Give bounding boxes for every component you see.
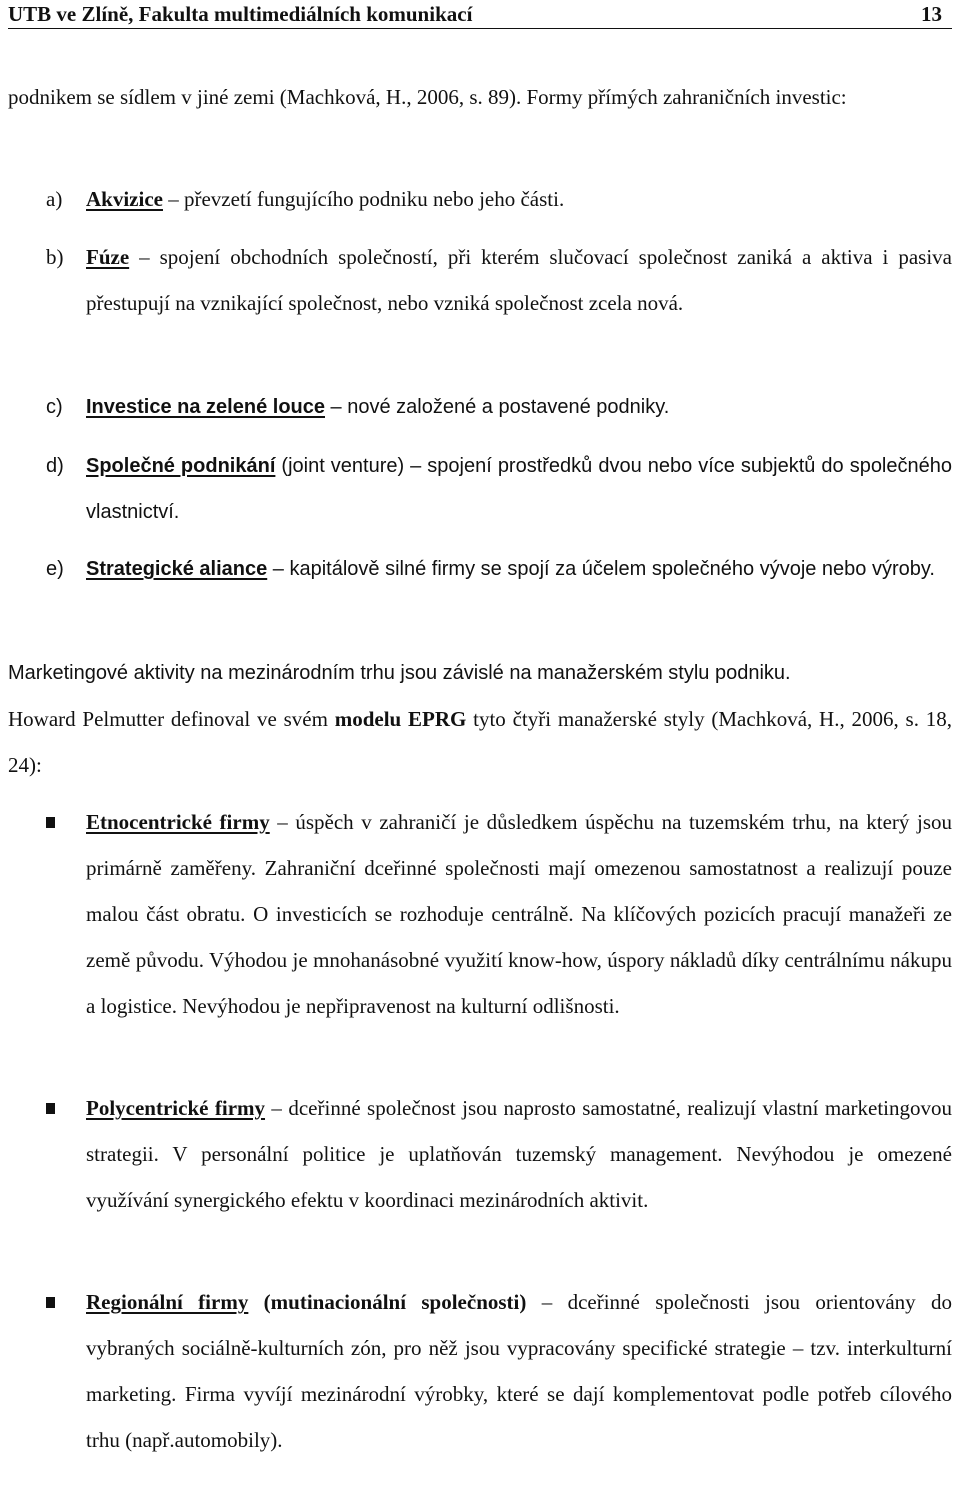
- list-item-d: [46, 443, 952, 535]
- style-description: – úspěch v zahraničí je důsledkem úspěchu na tuzemském trhu, na který jsou primárně zaměřeny. Zahraniční dceřinné společnosti mají omezenou samostatnost a realizují pouze malou část obratu. O investicích se rozhoduje centrálně. Na klíčových pozicích pracují manažeři ze země původu. Výhodou je mnohanásobné využití know-how, úspory nákladů díky centrálnímu nákupu a logistice. Nevýhodou je nepřipravenost na kulturní odlišnosti.: [86, 810, 952, 1018]
- term: Fúze: [86, 245, 130, 269]
- style-term-extra: (mutinacionální společnosti): [248, 1290, 527, 1314]
- style-term: Polycentrické firmy: [86, 1096, 266, 1120]
- page-number: 13: [921, 2, 942, 26]
- definition: – převzetí fungujícího podniku nebo jeho části.: [162, 187, 565, 211]
- definition: – nové založené a postavené podniky.: [325, 396, 670, 418]
- term: Investice na zelené louce: [86, 396, 325, 418]
- list-item-c: [46, 384, 952, 430]
- list-item-b: [46, 234, 952, 326]
- term: Strategické aliance: [86, 558, 268, 580]
- page-header: [8, 0, 952, 29]
- list-marker: c): [46, 396, 63, 418]
- definition: – spojení obchodních společností, při kterém slučovací společnost zaniká a aktiva i pasiva přestupují na vznikající společnost, nebo vzniká společnost zcela nová.: [86, 245, 952, 315]
- term: Akvizice: [86, 187, 163, 211]
- definition: – kapitálově silné firmy se spojí za účelem společného vývoje nebo výroby.: [267, 558, 935, 580]
- term: Společné podnikání: [86, 455, 276, 477]
- bullet-regional: [46, 1279, 952, 1463]
- square-bullet-icon: [46, 1297, 55, 1308]
- style-description: – dceřinné společnosti jsou orientovány do vybraných sociálně-kulturních zón, pro něž jsou vypracovány specifické strategie – tzv. interkulturní marketing. Firma vyvíjí mezinárodní výrobky, které se dají komplementovat podle potřeb cílového trhu (např.automobily).: [86, 1290, 953, 1452]
- list-marker: b): [46, 245, 64, 269]
- style-term: Regionální firmy: [86, 1290, 249, 1314]
- style-term: Etnocentrické firmy: [86, 810, 270, 834]
- intro-paragraph: podnikem se sídlem v jiné zemi (Machková, H., 2006, s. 89). Formy přímých zahraničních investic:: [8, 85, 847, 109]
- list-item-a: [46, 176, 952, 222]
- list-item-e: [46, 546, 952, 592]
- bullet-etnocentric: [46, 799, 952, 1029]
- square-bullet-icon: [46, 1103, 55, 1114]
- bullet-polycentric: [46, 1085, 952, 1223]
- square-bullet-icon: [46, 817, 55, 828]
- list-marker: a): [46, 187, 63, 211]
- list-marker: e): [46, 558, 64, 580]
- marketing-line: Marketingové aktivity na mezinárodním trhu jsou závislé na manažerském stylu podniku.: [8, 662, 791, 684]
- eprg-model: modelu EPRG: [334, 707, 467, 731]
- document-title: UTB ve Zlíně, Fakulta multimediálních komunikací: [8, 2, 473, 26]
- eprg-pre: Howard Pelmutter definoval ve svém: [8, 707, 335, 731]
- eprg-paragraph: [8, 696, 952, 788]
- style-description: – dceřinné společnost jsou naprosto samostatné, realizují vlastní marketingovou strategii. V personální politice je uplatňován tuzemský management. Nevýhodou je omezené využívání synergického efektu v koordinaci mezinárodních aktivit.: [86, 1096, 953, 1212]
- eprg-post: tyto čtyři manažerské styly (Machková, H., 2006, s. 18, 24):: [8, 707, 953, 777]
- definition: (joint venture) – spojení prostředků dvou nebo více subjektů do společného vlastnictví.: [86, 455, 952, 523]
- list-marker: d): [46, 455, 64, 477]
